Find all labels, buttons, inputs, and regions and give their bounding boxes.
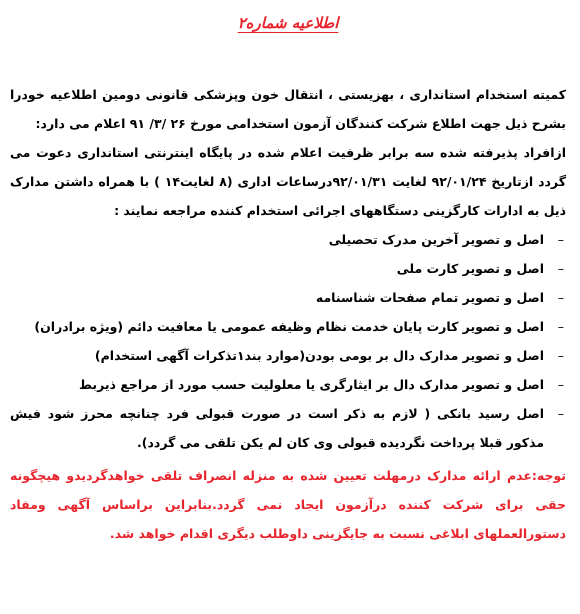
list-item-text: اصل و تصویر مدارک دال بر ایثارگری یا معلولیت حسب مورد از مراجع ذیربط <box>79 377 544 392</box>
dash-bullet: – <box>557 232 564 247</box>
list-item-text: اصل و تصویر آخرین مدرک تحصیلی <box>328 232 544 247</box>
dash-bullet: – <box>557 261 564 276</box>
required-documents-list <box>10 225 566 457</box>
list-item-text: اصل و تصویر تمام صفحات شناسنامه <box>315 290 544 305</box>
dash-bullet: – <box>557 348 564 363</box>
warning-note <box>10 461 566 548</box>
list-item-text: اصل و تصویر مدارک دال بر بومی بودن(موارد بند۱تذکرات آگهی استخدام) <box>94 348 544 363</box>
note-label: توجه: <box>531 468 566 483</box>
list-item <box>10 341 566 370</box>
list-item <box>10 254 566 283</box>
dash-bullet: – <box>557 406 564 421</box>
list-item <box>10 225 566 254</box>
invitation-paragraph: ازافراد پذیرفته شده سه برابر ظرفیت اعلام شده در پایگاه اینترنتی استانداری دعوت می گردد ازتاریخ ۹۲/۰۱/۲۴ لغایت ۹۲/۰۱/۳۱درساعات اداری (۸ لغایت۱۴ ) با همراه داشتن مدارک ذیل به ادارات کارگزینی دستگاههای اجرائی استخدام کننده مراجعه نمایند : <box>10 145 566 218</box>
list-item-text: اصل و تصویر کارت پایان خدمت نظام وظیفه عمومی یا معافیت دائم (ویژه برادران) <box>34 319 544 334</box>
list-item-text: اصل رسید بانکی ( لازم به ذکر است در صورت قبولی فرد چنانچه محرز شود فیش مذکور قبلا پرداخت نگردیده قبولی وی کان لم یکن تلقی می گردد). <box>10 406 544 450</box>
list-item <box>10 312 566 341</box>
announcement-title: اطلاعیه شماره۲ <box>237 14 339 32</box>
list-item-text: اصل و تصویر کارت ملی <box>396 261 544 276</box>
dash-bullet: – <box>557 319 564 334</box>
list-item <box>10 283 566 312</box>
list-item <box>10 370 566 399</box>
dash-bullet: – <box>557 290 564 305</box>
list-item <box>10 399 566 457</box>
intro-paragraph: کمیته استخدام استانداری ، بهزیستی ، انتقال خون وپزشکی قانونی دومین اطلاعیه خودرا بشرح ذیل جهت اطلاع شرکت کنندگان آزمون استخدامی مورخ ۲۶ /۳/ ۹۱ اعلام می دارد: <box>10 87 566 131</box>
note-text: عدم ارائه مدارک درمهلت تعیین شده به منزله انصراف تلقی خواهدگردیدو هیچگونه حقی برای شرکت کننده درآزمون ایجاد نمی گردد.بنابراین براساس آگهی ومفاد دستورالعملهای ابلاغی نسبت به جایگزینی داوطلب دیگری اقدام خواهد شد. <box>10 468 566 541</box>
dash-bullet: – <box>557 377 564 392</box>
